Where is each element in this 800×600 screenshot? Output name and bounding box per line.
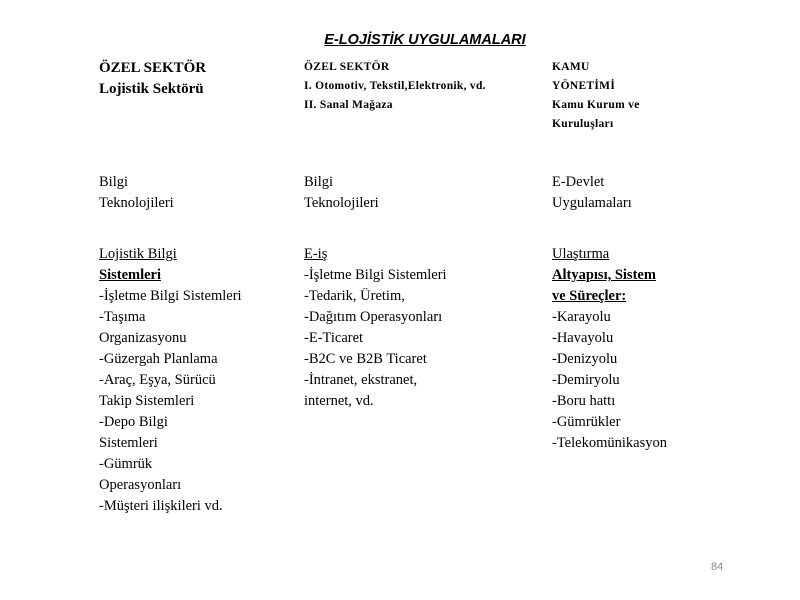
list-item: -B2C ve B2B Ticaret [304,351,427,367]
header-line: I. Otomotiv, Tekstil,Elektronik, vd. [304,80,486,92]
list-item: -Araç, Eşya, Sürücü [99,372,216,388]
list-item: -Denizyolu [552,351,618,367]
header-line: Kamu Kurum ve [552,99,640,111]
section-line: Teknolojileri [99,195,174,211]
list-item: -İşletme Bilgi Sistemleri [99,288,242,304]
list-item: -Havayolu [552,330,614,346]
header-line: YÖNETİMİ [552,80,616,92]
list-item: -İntranet, ekstranet, [304,372,418,388]
section-line: Bilgi [99,174,129,190]
list-heading: Sistemleri [99,267,162,283]
list-heading: Lojistik Bilgi [99,246,177,262]
list-e-business [304,244,447,412]
list-item: -Gümrük [99,456,153,472]
header-private-sector-industries [304,58,486,115]
section-line: Teknolojileri [304,195,379,211]
list-logistics-info-systems [99,244,242,517]
list-item: -Boru hattı [552,393,616,409]
header-line: ÖZEL SEKTÖR [99,60,207,76]
list-item: -Gümrükler [552,414,621,430]
list-item: -Telekomünikasyon [552,435,667,451]
list-item: -Demiryolu [552,372,620,388]
list-item: -Depo Bilgi [99,414,168,430]
section-line: Bilgi [304,174,334,190]
list-item: Operasyonları [99,477,182,493]
section-e-government [552,172,632,214]
list-heading: Altyapısı, Sistem [552,267,656,283]
list-heading: ve Süreçler: [552,288,627,304]
section-line: E-Devlet [552,174,605,190]
list-item: -Dağıtım Operasyonları [304,309,443,325]
header-line: Kuruluşları [552,118,614,130]
section-it-col2 [304,172,379,214]
header-line: II. Sanal Mağaza [304,99,393,111]
page-number: 84 [711,561,724,573]
list-item: -Taşıma [99,309,146,325]
list-item: Organizasyonu [99,330,187,346]
list-item: -Tedarik, Üretim, [304,288,405,304]
list-transportation [552,244,667,454]
list-item: -İşletme Bilgi Sistemleri [304,267,447,283]
list-item: -E-Ticaret [304,330,364,346]
list-heading: E-iş [304,246,328,262]
section-line: Uygulamaları [552,195,632,211]
list-item: internet, vd. [304,393,374,409]
header-line: ÖZEL SEKTÖR [304,61,390,73]
header-line: KAMU [552,61,590,73]
header-public-administration [552,58,640,134]
list-item: Takip Sistemleri [99,393,195,409]
list-item: -Karayolu [552,309,611,325]
header-private-sector-logistics [99,58,206,100]
slide-title: E-LOJİSTİK UYGULAMALARI [324,32,526,48]
list-item: -Müşteri ilişkileri vd. [99,498,223,514]
header-line: Lojistik Sektörü [99,81,204,97]
section-it-col1 [99,172,174,214]
list-item: -Güzergah Planlama [99,351,218,367]
list-item: Sistemleri [99,435,158,451]
list-heading: Ulaştırma [552,246,610,262]
